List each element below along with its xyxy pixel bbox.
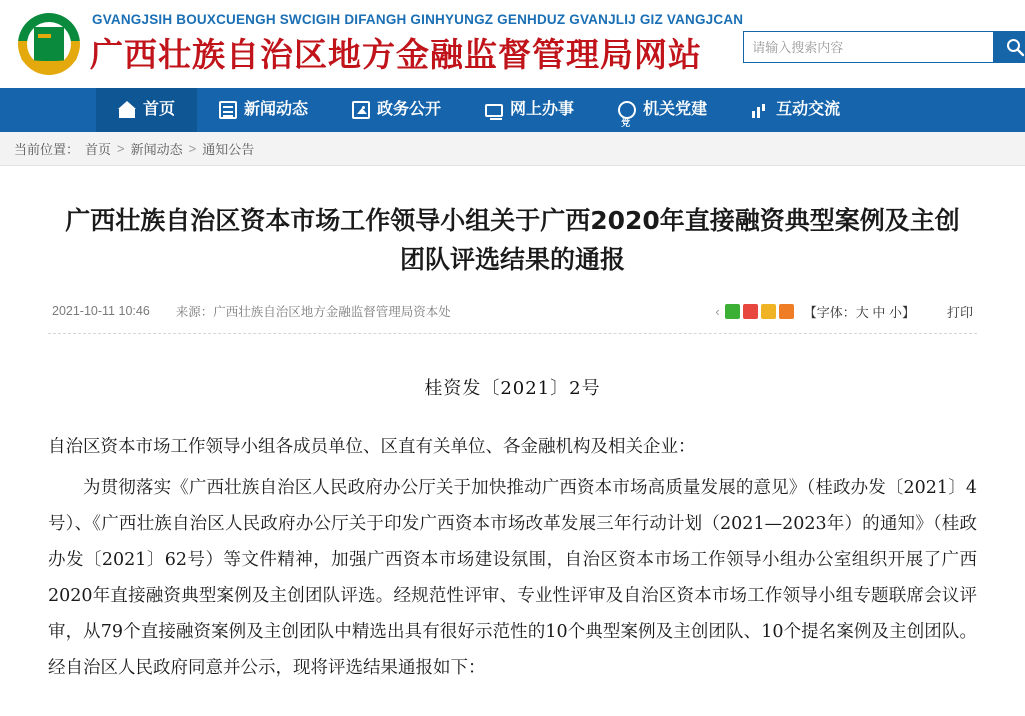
article-date: 2021-10-11 10:46 — [52, 304, 150, 318]
home-icon — [118, 101, 136, 119]
article-source: 广西壮族自治区地方金融监督管理局资本处 — [213, 305, 451, 319]
breadcrumb-item-notice[interactable]: 通知公告 — [202, 142, 255, 157]
qzone-icon[interactable] — [761, 304, 776, 319]
nav-label: 机关党建 — [643, 101, 708, 118]
nav-label: 网上办事 — [510, 101, 575, 118]
breadcrumb-prefix: 当前位置： — [14, 142, 80, 157]
fontsize-control[interactable]: 【字体：大 中 小】 — [803, 304, 915, 320]
breadcrumb-separator: > — [188, 141, 197, 156]
site-header — [0, 0, 1025, 88]
nav-item-government-disclosure[interactable] — [330, 88, 463, 132]
nav-item-party-building[interactable] — [596, 88, 729, 132]
site-title-block — [90, 12, 743, 76]
nav-item-online-service[interactable] — [463, 88, 596, 132]
article-tools — [715, 302, 973, 321]
article-paragraph: 为贯彻落实《广西壮族自治区人民政府办公厅关于加快推动广西资本市场高质量发展的意见》（桂政办发〔2021〕4号）、《广西壮族自治区人民政府办公厅关于印发广西资本市场改革发展三年行动计划（2021—2023年）的通知》（桂政办发〔2021〕62号）等文件精神，加强广西资本市场建设氛围，自治区资本市场工作领导小组办公室组织开展了广西2020年直接融资典型案例及主创团队评选。经规范性评审、专业性评审及自治区资本市场工作领导小组专题联席会议评审，从79个直接融资案例及主创团队中精选出具有很好示范性的10个典型案例及主创团队、10个提名案例及主创团队。经自治区人民政府同意并公示，现将评选结果通报如下： — [48, 478, 977, 678]
nav-label: 首页 — [143, 101, 176, 118]
share-icon[interactable]: ‹ — [715, 303, 720, 319]
weibo-icon[interactable] — [743, 304, 758, 319]
nav-item-home[interactable] — [96, 88, 197, 132]
breadcrumb-separator: > — [117, 141, 125, 156]
wechat-icon[interactable] — [725, 304, 740, 319]
nav-label: 新闻动态 — [244, 101, 309, 118]
site-pinyin-title: GVANGJSIH BOUXCUENGH SWCIGIH DIFANGH GINHYUNGZ GENHDUZ GVANJLIJ GIZ VANGJCAN — [92, 12, 744, 27]
main-navigation — [0, 88, 1025, 132]
print-button[interactable]: 打印 — [946, 304, 973, 320]
nav-item-news[interactable] — [197, 88, 330, 132]
search-input[interactable] — [743, 31, 993, 63]
nav-item-interaction[interactable] — [729, 88, 862, 132]
news-icon — [219, 101, 237, 119]
guangxi-emblem-icon — [18, 13, 80, 75]
party-icon — [618, 101, 636, 119]
chart-icon — [751, 101, 769, 119]
nav-label: 政务公开 — [377, 101, 442, 118]
article-paragraph: 自治区资本市场工作领导小组各成员单位、区直有关单位、各金融机构及相关企业： — [48, 436, 696, 457]
site-cn-title: 广西壮族自治区地方金融监督管理局网站 — [90, 35, 702, 74]
nav-label: 互动交流 — [776, 101, 841, 118]
monitor-icon — [485, 104, 503, 117]
image-icon — [352, 101, 370, 119]
search-icon — [1005, 37, 1025, 57]
qq-icon[interactable] — [779, 304, 794, 319]
search-button[interactable] — [993, 31, 1025, 63]
breadcrumb-item-news[interactable]: 新闻动态 — [130, 142, 183, 157]
breadcrumb-item-home[interactable]: 首页 — [85, 142, 112, 157]
site-search — [743, 31, 1025, 63]
article-source-label: 来源： — [175, 305, 214, 319]
document-number: 桂资发〔2021〕2号 — [424, 377, 601, 399]
share-group — [715, 304, 793, 319]
breadcrumb — [0, 132, 1025, 166]
article-meta-bar — [48, 302, 977, 334]
page-title: 广西壮族自治区资本市场工作领导小组关于广西2020年直接融资典型案例及主创团队评选结果的通报 — [65, 206, 960, 274]
article-content — [0, 202, 1025, 687]
